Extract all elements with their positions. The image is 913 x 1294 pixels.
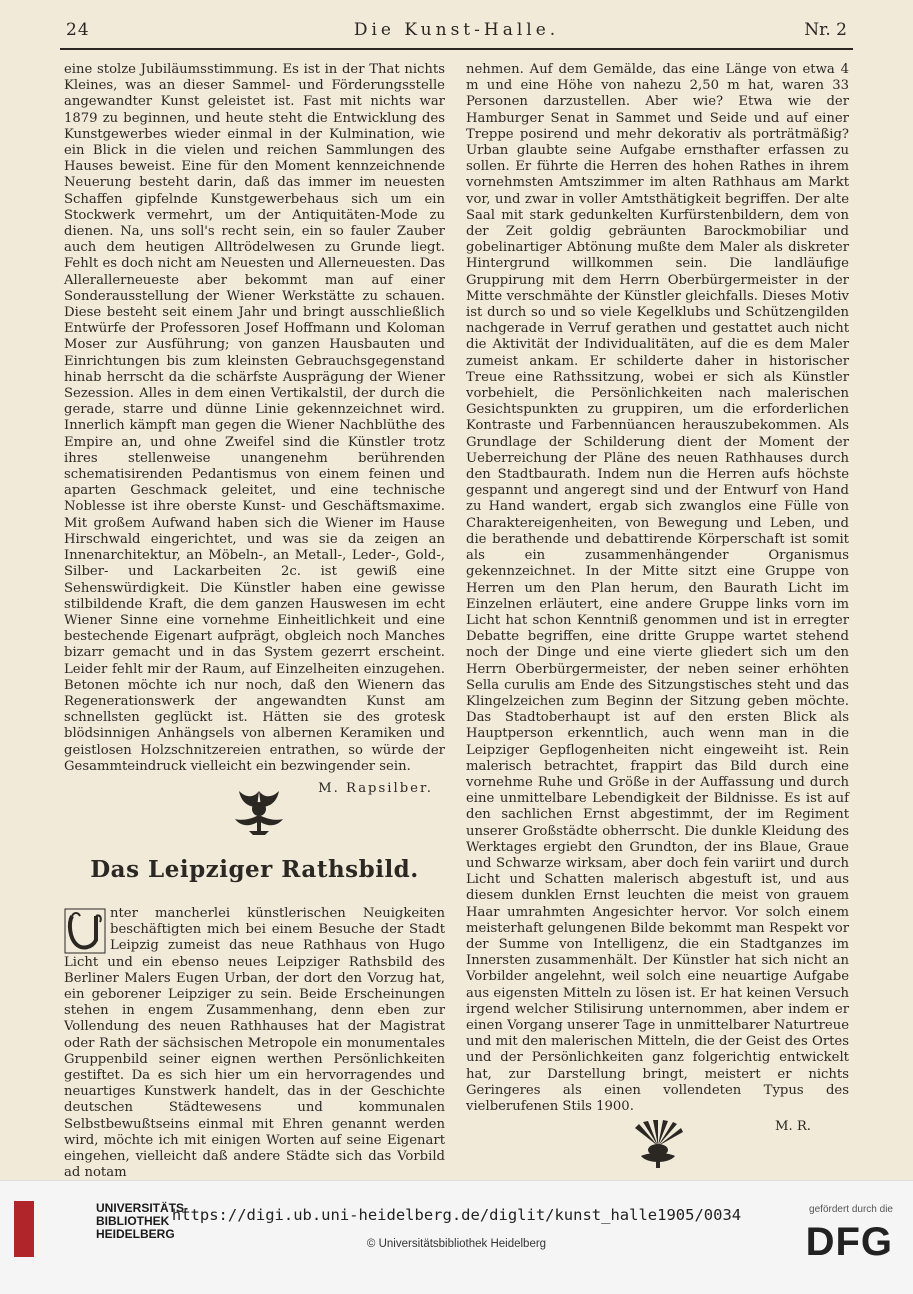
permalink-url[interactable]: https://digi.ub.uni-heidelberg.de/diglit/kunst_halle1905/0034 bbox=[171, 1206, 742, 1224]
ornamental-initial-u-icon bbox=[64, 908, 106, 954]
page-number: 24 bbox=[66, 20, 90, 40]
running-title: Die Kunst-Halle. bbox=[353, 20, 560, 40]
article-signature: M. R. bbox=[774, 1119, 811, 1135]
article-title: Das Leipziger Rathsbild. bbox=[90, 856, 419, 883]
floral-ornament-icon bbox=[231, 785, 287, 837]
dfg-logo: DFG bbox=[805, 1220, 893, 1264]
running-header bbox=[66, 20, 847, 46]
header-rule bbox=[60, 48, 853, 50]
funding-note: gefördert durch die bbox=[809, 1204, 893, 1215]
article-intro bbox=[64, 906, 445, 1181]
right-paragraph: nehmen. Auf dem Gemälde, das eine Länge von etwa 4 m und eine Höhe von nahezu 2,50 m hat, waren 33 Personen darzustellen. Aber wie? Etwa wie der Hamburger Senat in Sammet und Seide und auf einer Treppe posirend und mehr dekorativ als porträtmäßig? Urban glaubte seine Aufgabe ernsthafter erfassen zu sollen. Er führte die Herren des hohen Rathes in ihrem vornehmsten Amtszimmer im alten Rathhaus am Markt vor, und zwar in voller Amtsthätigkeit begriffen. Der alte Saal mit stark gedunkelten Kurfürstenbildern, dem von der Zeit goldig gebräunten Barockmobiliar und gobelinartiger Abtönung mußte dem Maler als diskreter Hintergrund willkommen sein. Die landläufige Gruppirung mit dem Herrn Oberbürgermeister in der Mitte verschmähte der Künstler gleichfalls. Dieses Motiv ist durch so und so viele Kegelklubs und Schützengilden nachgerade in Verruf gerathen und gestattet auch nicht die Aktivität der Individualitäten, auf die es dem Maler zumeist ankam. Er schilderte daher in historischer Treue eine Rathssitzung, wobei er sich als Künstler vorbehielt, die Persönlichkeiten nach malerischen Gesichtspunkten zu gruppiren, um die erforderlichen Kontraste und Farbennüancen herauszubekommen. Als Grundlage der Schilderung dient der Moment der Ueberreichung der Pläne des neuen Rathhauses durch den Stadtbaurath. Indem nun die Herren aufs höchste gespannt und angeregt sind und der Entwurf von Hand zu Hand wandert, ergab sich zwanglos eine Fülle von Charaktereigenheiten, von Bewegung und Leben, und die berathende und debattirende Körperschaft ist somit als ein zusammenhängender Organismus gekennzeichnet. In der Mitte sitzt eine Gruppe von Herren um den Plan herum, den Baurath Licht im Einzelnen erläutert, eine andere Gruppe links vorn im Licht hat schon Kenntniß genommen und ist in erregter Debatte begriffen, eine dritte Gruppe wartet stehend noch der Dinge und eine vierte gliedert sich um den Herrn Oberbürgermeister, der neben seiner erhöhten Sella curulis am Ende des Sitzungstisches steht und das Klingelzeichen zum Beginn der Sitzung geben möchte. Das Stadtoberhaupt ist auf den ersten Blick als Hauptperson erkenntlich, auch wenn man in die Leipziger Gepflogenheiten nicht eingeweiht ist. Rein malerisch betrachtet, frappirt das Bild durch eine vornehme Ruhe und Größe in der Auffassung und durch eine unmittelbare Lebendigkeit der Bildnisse. Es ist auf den sachlichen Ernst abgestimmt, der im Regiment unserer Großstädte obherrscht. Die dunkle Kleidung des Werktages ergiebt den Grundton, der ins Blaue, Graue und Schwarze wirksam, aber doch fein variirt und durch Licht und Schatten malerisch abgestuft ist, und aus diesem dunklen Ernst leuchten die meist von grauem Haar umrahmten Angesichter hervor. Vor solch einem meisterhaft gelungenen Bilde bekommt man Respekt vor der Summe von Intelligenz, die ein Stadtganzes im Innersten zusammenhält. Der Künstler hat sich nicht an Vorbilder angelehnt, weil solch eine neuartige Aufgabe aus eigensten Mitteln zu lösen ist. Er hat keinen Versuch irgend welcher Stilisirung unternommen, aber indem er einen Vorgang unserer Tage in unmittelbarer Naturtreue und mit den malerischen Mitteln, die der Geist des Ortes und der Persönlichkeiten ganz folgerichtig entwickelt hat, zur Darstellung bringt, meistert er nichts Geringeres als einen vollendeten Typus des vielberufenen Stils 1900. bbox=[466, 62, 849, 1114]
right-column bbox=[466, 62, 849, 1135]
article-paragraph: nter mancherlei künstlerischen Neuigkeiten beschäftigten mich bei einem Besuche der Stadt Leipzig zumeist das neue Rathhaus von Hugo Licht und ein ebenso neues Leipziger Rathsbild des Berliner Malers Eugen Urban, der dort den Vorzug hat, ein geborener Leipziger zu sein. Beide Erscheinungen stehen in engem Zusammenhang, denn eben zur Vollendung des neuen Rathhauses hat der Magistrat oder Rath der sächsischen Metropole ein monumentales Gruppenbild seiner eignen werthen Persönlichkeiten gestiftet. Da es sich hier um ein hervorragendes und neuartiges Kunstwerk handelt, das in der Geschichte deutschen Städtewesens und kommunalen Selbstbewußtseins einmal mit Ehren genannt werden wird, möchte ich mit einigen Worten auf seine Eigenart eingehen, vielleicht daß andere Städte sich das Vorbild ad notam bbox=[64, 906, 445, 1181]
library-name: UNIVERSITÄTS- BIBLIOTHEK HEIDELBERG bbox=[96, 1201, 189, 1241]
author-signature: M. Rapsilber. bbox=[318, 780, 433, 796]
left-column bbox=[64, 62, 445, 797]
issue-number: Nr. 2 bbox=[804, 20, 847, 40]
left-paragraph: eine stolze Jubiläumsstimmung. Es ist in der That nichts Kleines, was an dieser Sammel- und Förderungsstelle angewandter Kunst geleistet ist. Fast mit nichts war 1879 zu beginnen, und heute steht die Entwicklung des Kunstgewerbes wieder einmal in der Kulmination, wie ein Blick in die vielen und reichen Sammlungen des Hauses beweist. Eine für den Moment kennzeichnende Neuerung besteht darin, daß das immer im neuesten Schaffen gipfelnde Kunstgewerbehaus sich um ein Stockwerk vermehrt, um der Antiquitäten-Mode zu dienen. Na, uns soll's recht sein, ein so fauler Zauber auch dem heutigen Alltrödelwesen zu Grunde liegt. Fehlt es doch nicht am Neuesten und Allerneuesten. Das Allerallerneueste aber bekommt man auf einer Sonderausstellung der Wiener Werkstätte zu schauen. Diese besteht seit einem Jahr und bringt ausschließlich Entwürfe der Professoren Josef Hoffmann und Koloman Moser zur Ausführung; von ganzen Hausbauten und Einrichtungen bis zum kleinsten Gebrauchsgegenstand hinab herrscht da die schärfste Ausprägung der Wiener Sezession. Alles in dem einen Vertikalstil, der durch die gerade, starre und dünne Linie gekennzeichnet wird. Innerlich kämpft man gegen die Wiener Nachblüthe des Empire an, und ohne Zweifel sind die Künstler trotz ihres stellenweise unangenehm berührenden schematisirenden Pedantismus von einem feinen und aparten Geschmack geleitet, und eine technische Noblesse ist ihre oberste Kunst- und Geschäftsmaxime. Mit großem Aufwand haben sich die Wiener im Hause Hirschwald eingerichtet, und was sie da zeigen an Innenarchitektur, an Möbeln-, an Metall-, Leder-, Gold-, Silber- und Lackarbeiten 2c. ist gewiß eine Sehenswürdigkeit. Die Künstler haben eine gewisse stilbildende Kraft, die dem ganzen Hauswesen im echt Wiener Sinne eine vornehme Einheitlichkeit und eine bestechende Eigenart aufprägt, obgleich noch Manches bizarr gemacht und in das System gezerrt erscheint. Leider fehlt mir der Raum, auf Einzelheiten einzugehen. Betonen möchte ich nur noch, daß den Wienern das Regenerationswerk der angewandten Kunst am schnellsten geglückt ist. Hätten sie des grotesk blödsinnigen Anhängsels von albernen Keramiken und geistlosen Holzschnitzereien entrathen, so würde der Gesammteindruck vielleicht ein bezwingender sein. bbox=[64, 62, 445, 774]
copyright-notice: © Universitätsbibliothek Heidelberg bbox=[366, 1238, 547, 1250]
fan-ornament-icon bbox=[629, 1120, 687, 1170]
